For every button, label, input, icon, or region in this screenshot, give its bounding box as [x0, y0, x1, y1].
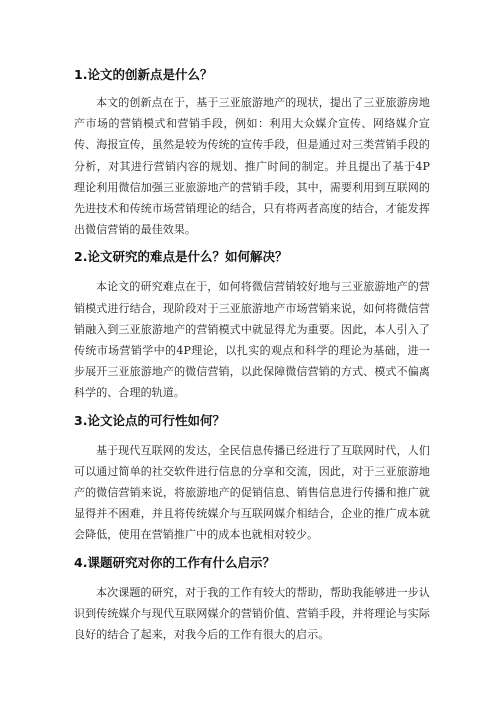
section-difficulty — [74, 248, 430, 403]
section-inspiration — [74, 554, 430, 646]
section-feasibility — [74, 412, 430, 546]
section-paragraph: 本次课题的研究，对于我的工作有较大的帮助，帮助我能够进一步认识到传统媒介与现代互联网媒介的营销价值、营销手段，并将理论与实际良好的结合了起来，对我今后的工作有很大的启示。 — [74, 585, 430, 642]
section-paragraph: 本文的创新点在于，基于三亚旅游地产的现状，提出了三亚旅游房地产市场的营销模式和营销手段，例如：利用大众媒介宣传、网络媒介宣传、海报宣传，虽然是较为传统的宣传手段，但是通过对三类营销手段的分析，对其进行营销内容的规划、推广时间的制定。并且提出了基于4P理论利用微信加强三亚旅游地产的营销手段，其中，需要利用到互联网的先进技术和传统市场营销理论的结合，只有将两者高度的结合，才能发挥出微信营销的最佳效果。 — [74, 96, 430, 237]
section-innovation — [74, 66, 430, 240]
section-heading: 1.论文的创新点是什么？ — [74, 67, 213, 82]
section-heading: 3.论文论点的可行性如何？ — [74, 412, 225, 428]
document-content — [74, 66, 430, 653]
section-heading: 4.课题研究对你的工作有什么启示？ — [74, 554, 275, 570]
section-paragraph: 本论文的研究难点在于，如何将微信营销较好地与三亚旅游地产的营销模式进行结合，现阶段对于三亚旅游地产市场营销来说，如何将微信营销融入到三亚旅游地产的营销模式中就显得尤为重要。因此，本人引入了传统市场营销学中的4P理论，以扎实的观点和科学的理论为基础，进一步展开三亚旅游地产的微信营销，以此保障微信营销的方式、模式不偏离科学的、合理的轨道。 — [74, 280, 430, 400]
section-paragraph: 基于现代互联网的发达，全民信息传播已经进行了互联网时代，人们可以通过简单的社交软件进行信息的分享和交流，因此，对于三亚旅游地产的微信营销来说，将旅游地产的促销信息、销售信息进行传播和推广就显得并不困难，并且将传统媒介与互联网媒介相结合，企业的推广成本就会降低，使用在营销推广中的成本也就相对较少。 — [74, 443, 430, 542]
section-heading: 2.论文研究的难点是什么？如何解决？ — [74, 249, 288, 265]
